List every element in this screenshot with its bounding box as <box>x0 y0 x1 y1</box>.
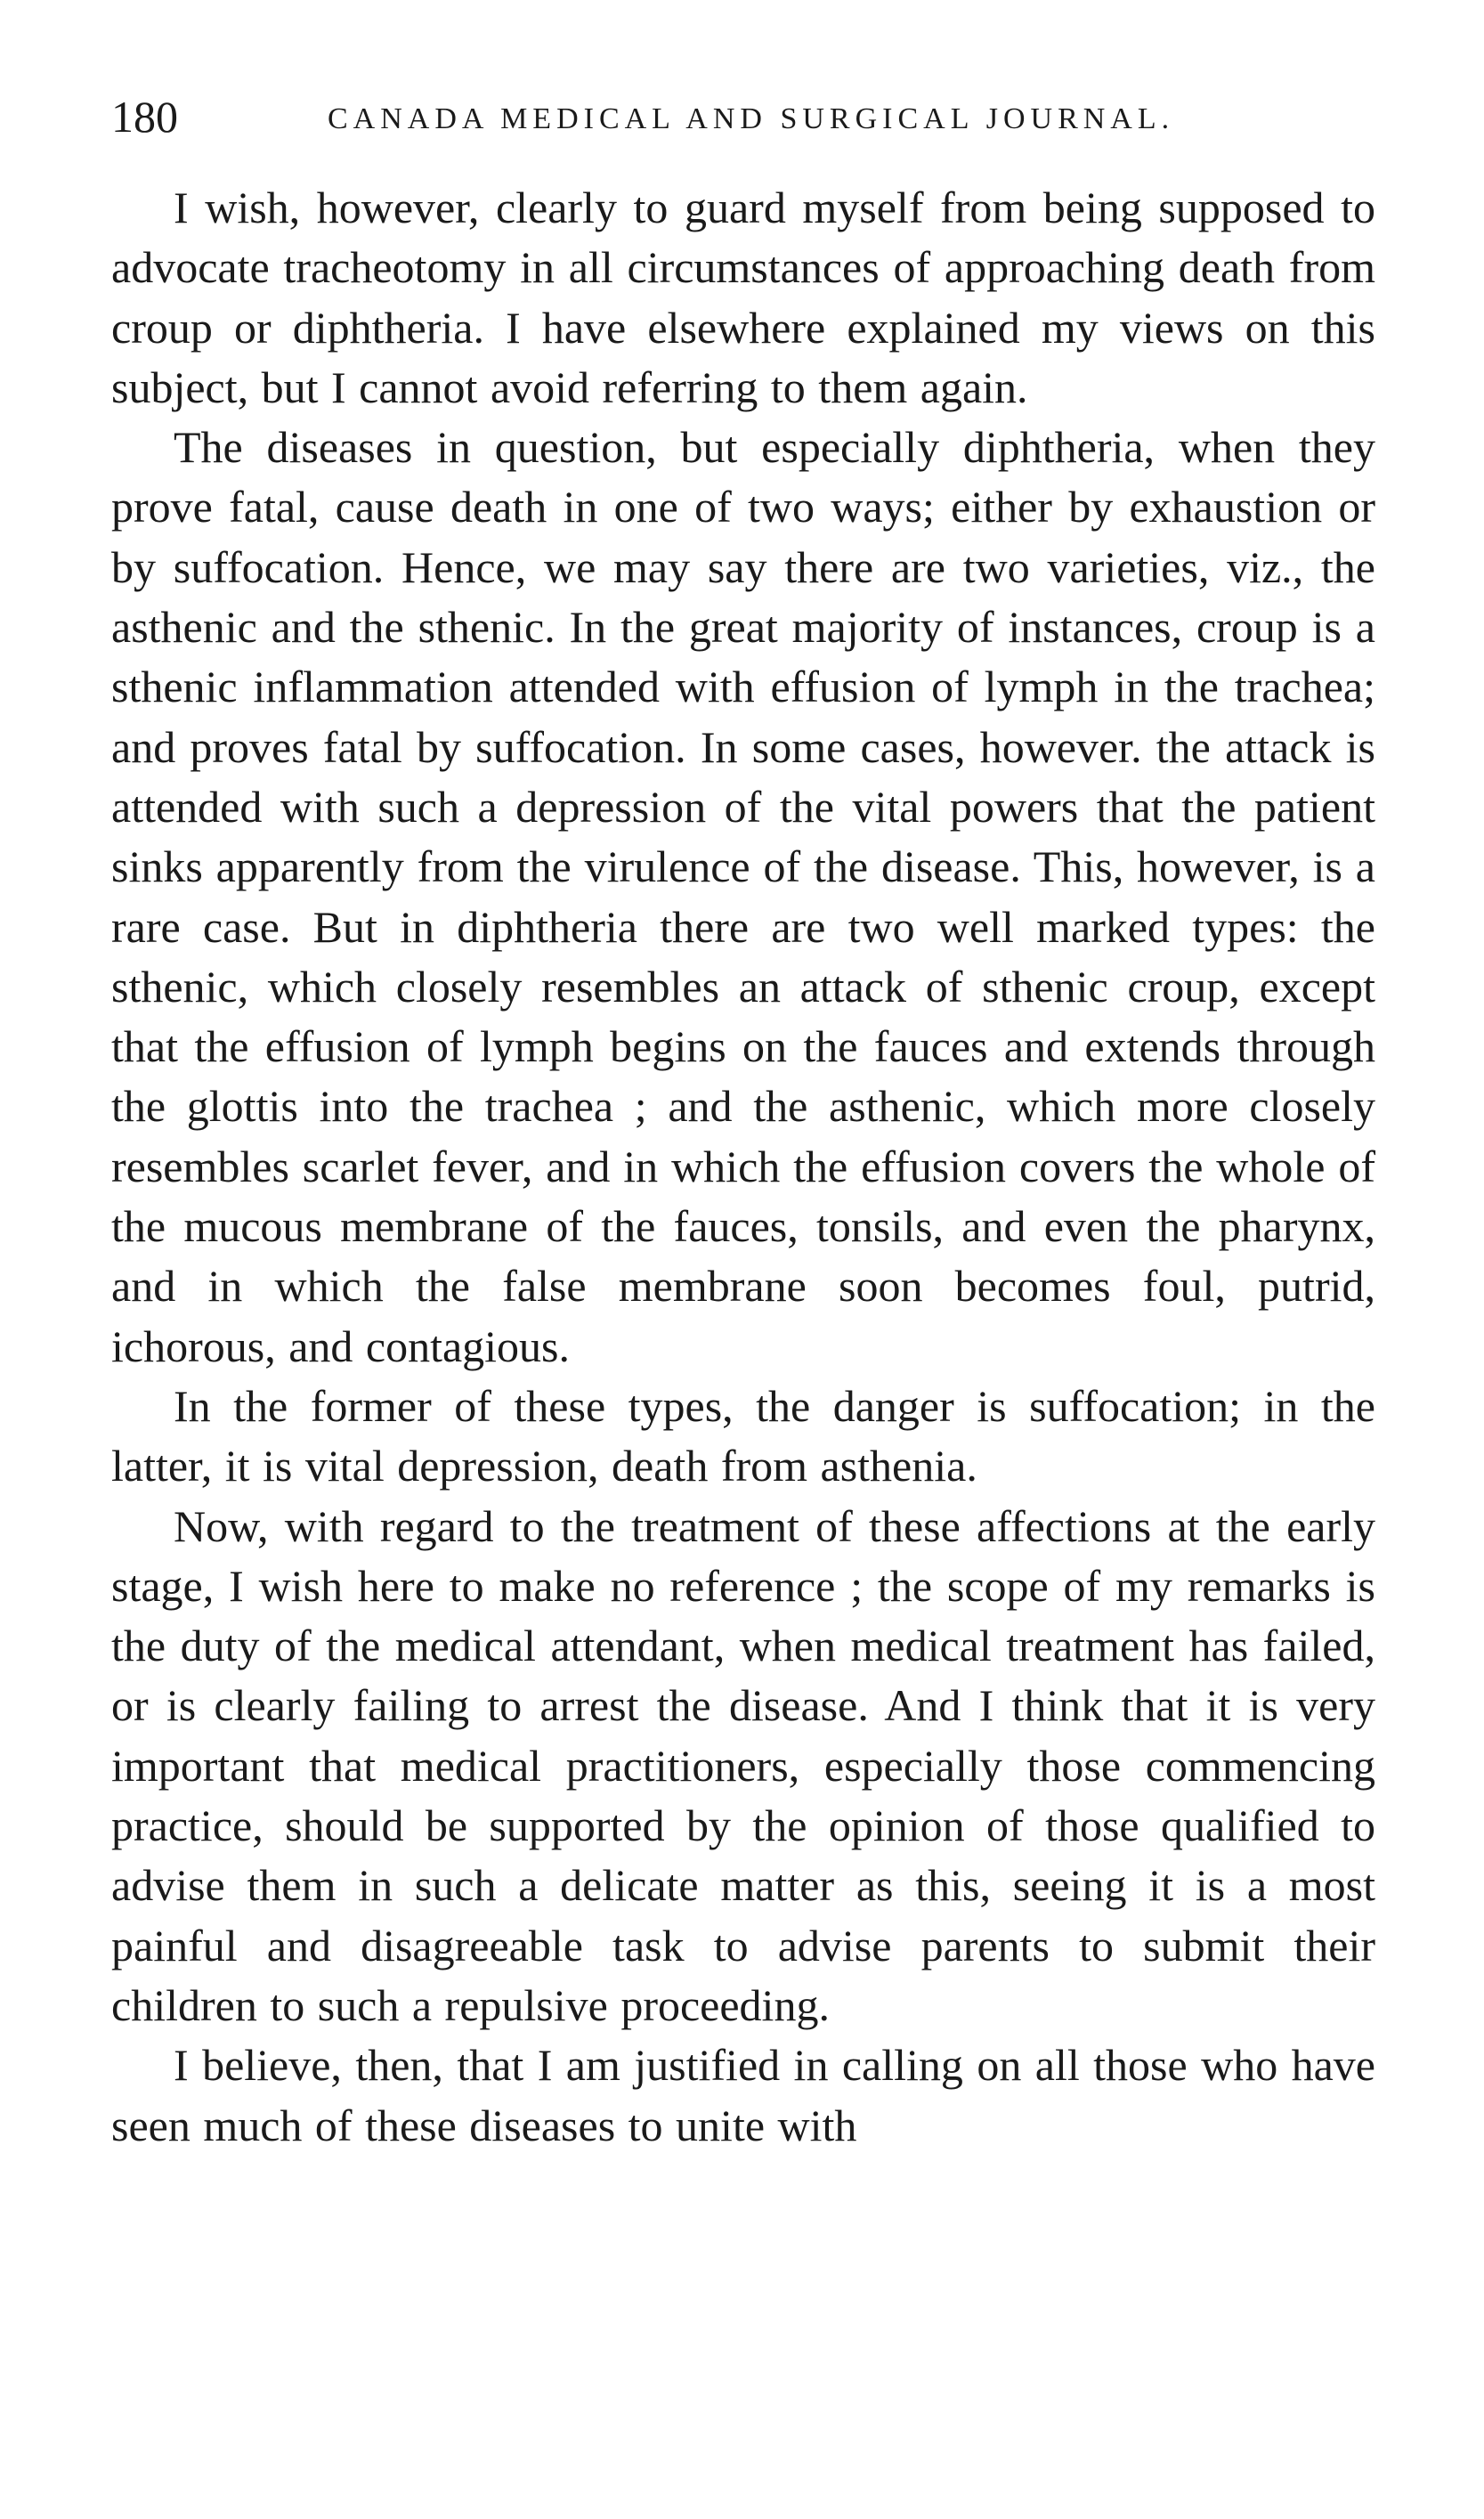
article-body <box>111 178 1375 2156</box>
running-head: CANADA MEDICAL AND SURGICAL JOURNAL. <box>328 102 1175 135</box>
page-number: 180 <box>111 92 178 142</box>
paragraph-2: The diseases in question, but especially diphtheria, when they prove fatal, cause death in one of two ways; either by exhaustion or by suffocation. Hence, we may say there are two varieties, viz., the asthenic and the sthenic. In the great majority of instances, croup is a sthenic inflammation attended with effusion of lymph in the trachea; and proves fatal by suffocation. In some cases, however. the attack is attended with such a depression of the vital powers that the patient sinks apparently from the virulence of the disease. This, however, is a rare case. But in diphtheria there are two well marked types: the sthenic, which closely resembles an attack of sthenic croup, except that the effusion of lymph begins on the fauces and extends through the glottis into the trachea ; and the asthenic, which more closely resembles scarlet fever, and in which the effusion covers the whole of the mucous membrane of the fauces, tonsils, and even the pharynx, and in which the false membrane soon becomes foul, putrid, ichorous, and contagious. <box>111 422 1375 1371</box>
paragraph-1: I wish, however, clearly to guard myself from being supposed to advocate tracheotomy in all circumstances of approaching death from croup or diphtheria. I have elsewhere explained my views on this subject, but I cannot avoid referring to them again. <box>111 183 1375 412</box>
page-header <box>111 85 1375 148</box>
paragraph-3: In the former of these types, the danger is suffocation; in the latter, it is vital depression, death from asthenia. <box>111 1380 1375 1491</box>
paragraph-5: I believe, then, that I am justified in calling on all those who have seen much of these diseases to unite with <box>111 2040 1375 2150</box>
paragraph-4: Now, with regard to the treatment of these affections at the early stage, I wish here to make no reference ; the scope of my remarks is the duty of the medical attendant, when medical treatment has failed, or is clearly failing to arrest the disease. And I think that it is very important that medical practitioners, especially those commencing practice, should be supported by the opinion of those qualified to advise them in such a delicate matter as this, seeing it is a most painful and disagreeable task to advise parents to submit their children to such a repulsive proceeding. <box>111 1500 1375 2030</box>
